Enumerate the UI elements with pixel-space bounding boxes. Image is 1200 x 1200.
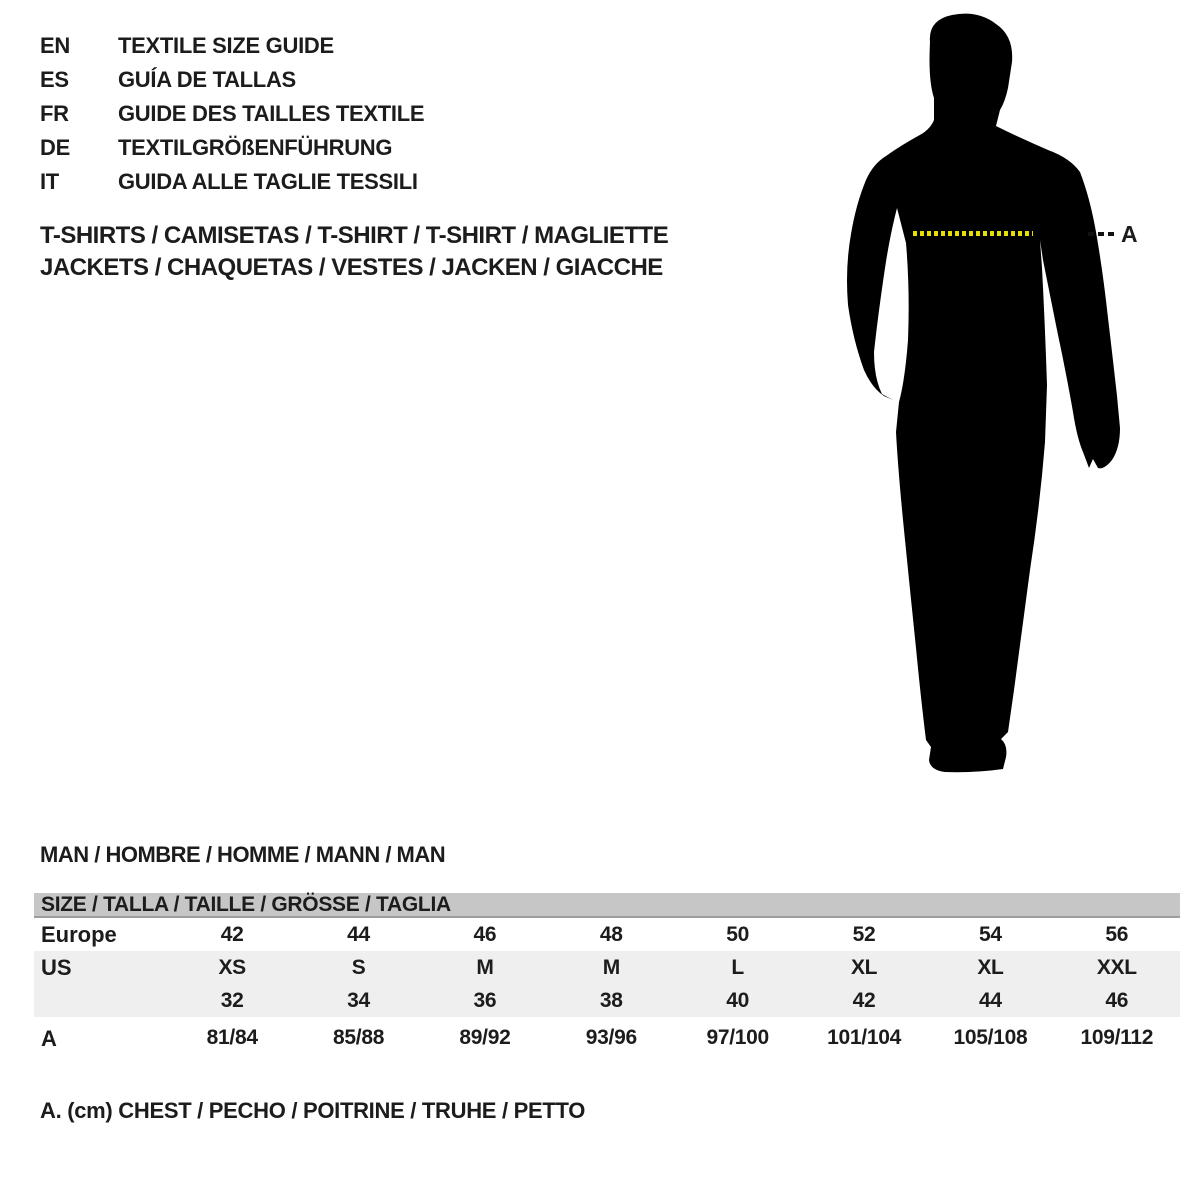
gender-section-title: MAN / HOMBRE / HOMME / MANN / MAN [40, 842, 446, 867]
measure-point-a-label: A [1121, 221, 1138, 247]
row-label: Europe [41, 921, 117, 947]
table-row-chest-cm [34, 1017, 1180, 1057]
size-cell: 93/96 [585, 1026, 637, 1049]
size-cell: 109/112 [1080, 1026, 1154, 1049]
size-cell: 54 [979, 922, 1002, 946]
size-table-header: SIZE / TALLA / TAILLE / GRÖSSE / TAGLIA [34, 893, 1180, 918]
size-cell: 34 [347, 988, 370, 1012]
us-size-band [34, 951, 1180, 1017]
chest-measure-dotted-line [913, 231, 1033, 236]
size-cell: S [351, 955, 366, 979]
size-cell: 36 [473, 988, 497, 1012]
table-row-europe [34, 918, 1180, 951]
size-cell: 52 [852, 922, 876, 946]
size-cell: XL [850, 955, 878, 979]
size-cell: M [602, 955, 620, 979]
size-table [34, 893, 1180, 1057]
size-cell: 42 [220, 922, 244, 946]
size-cell: 50 [726, 922, 750, 946]
measure-pointer-dashes [1088, 232, 1116, 236]
size-cell: 101/104 [827, 1026, 901, 1049]
category-line-jackets: JACKETS / CHAQUETAS / VESTES / JACKEN / GIACCHE [40, 254, 663, 281]
size-cell: 85/88 [333, 1026, 385, 1049]
category-line-tshirts: T-SHIRTS / CAMISETAS / T-SHIRT / T-SHIRT / MAGLIETTE [40, 222, 669, 249]
language-code: EN [40, 33, 70, 58]
size-cell: 32 [220, 988, 244, 1012]
size-cell: 42 [852, 988, 876, 1012]
size-cell: 48 [599, 922, 623, 946]
size-cell: 46 [473, 922, 497, 946]
language-code: ES [40, 67, 69, 92]
size-cell: L [731, 955, 744, 979]
size-cell: 40 [726, 988, 750, 1012]
table-row-us-numbers [34, 984, 1180, 1017]
size-cell: 56 [1105, 922, 1129, 946]
size-cell: 105/108 [953, 1026, 1028, 1049]
row-label: A [41, 1026, 57, 1051]
size-cell: 81/84 [206, 1026, 258, 1049]
size-cell: 44 [347, 922, 370, 946]
size-cell: XS [218, 955, 246, 979]
size-cell: XL [977, 955, 1004, 979]
guide-title: TEXTILE SIZE GUIDE [118, 33, 334, 58]
size-cell: 89/92 [459, 1026, 511, 1049]
size-cell: M [476, 955, 494, 979]
measurement-footnote: A. (cm) CHEST / PECHO / POITRINE / TRUHE / PETTO [40, 1098, 586, 1123]
size-cell: 46 [1105, 988, 1129, 1012]
table-row-us-letters [34, 951, 1180, 984]
guide-title: GUIDE DES TAILLES TEXTILE [118, 101, 425, 126]
language-code: FR [40, 101, 69, 126]
size-cell: 38 [599, 988, 623, 1012]
guide-title: GUÍA DE TALLAS [118, 67, 296, 92]
guide-title: TEXTILGRÖßENFÜHRUNG [118, 135, 393, 160]
size-cell: 44 [979, 988, 1002, 1012]
man-silhouette-icon [840, 10, 1130, 776]
language-code: IT [40, 169, 59, 194]
guide-title: GUIDA ALLE TAGLIE TESSILI [118, 169, 418, 194]
size-cell: XXL [1096, 955, 1137, 979]
size-cell: 97/100 [706, 1026, 769, 1049]
row-label: US [41, 954, 72, 980]
language-code: DE [40, 135, 70, 160]
